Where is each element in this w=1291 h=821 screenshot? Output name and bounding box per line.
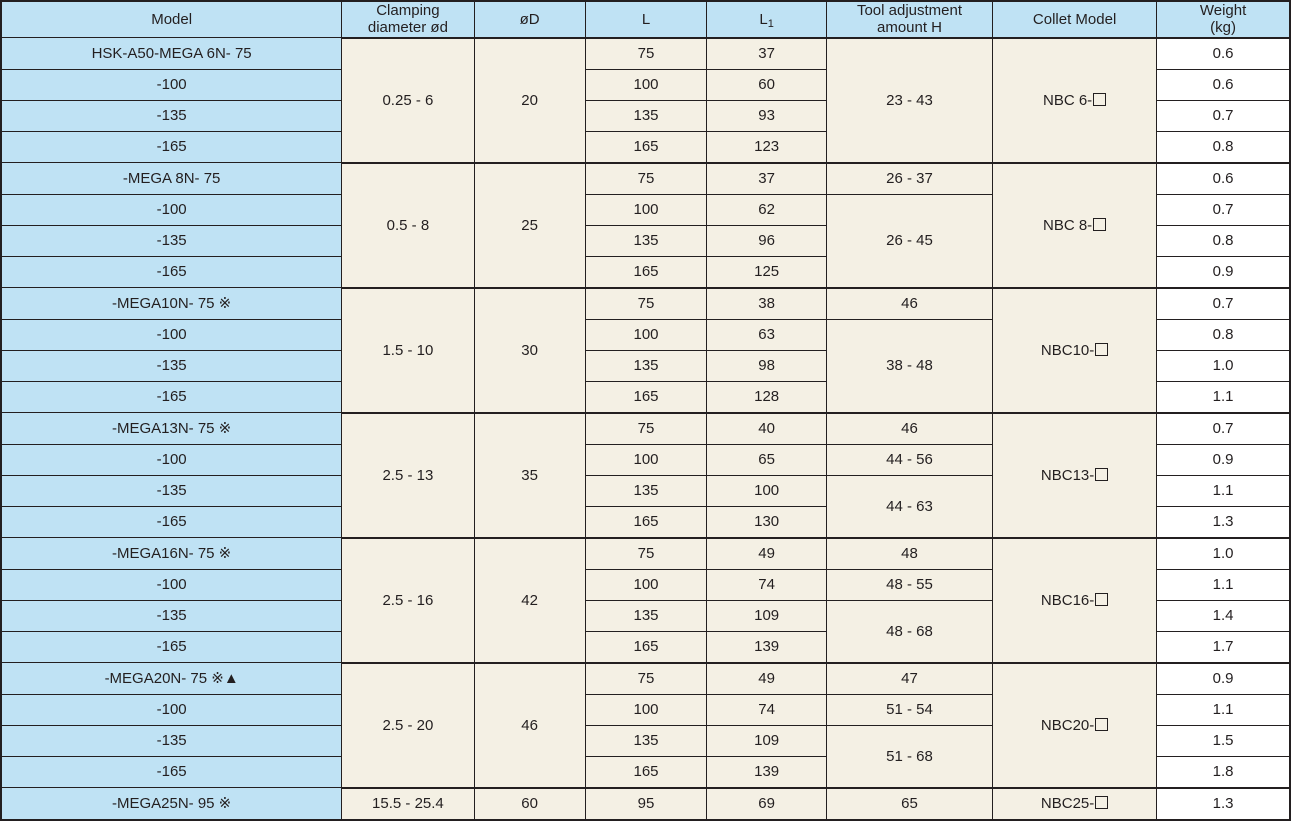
cell-weight: 0.9 — [1157, 444, 1290, 475]
table-row — [1, 788, 1290, 820]
square-box-icon — [1095, 718, 1108, 731]
cell-l: 135 — [585, 475, 707, 506]
cell-tool-adjustment: 48 - 55 — [826, 569, 992, 600]
cell-collet-model — [993, 163, 1157, 288]
header-tool-adjustment — [826, 1, 992, 38]
header-model: Model — [1, 1, 342, 38]
cell-weight: 0.6 — [1157, 69, 1290, 100]
cell-l1: 74 — [707, 694, 827, 725]
cell-model: -135 — [1, 600, 342, 631]
cell-clamping-diameter: 15.5 - 25.4 — [342, 788, 474, 820]
cell-tool-adjustment: 46 — [826, 288, 992, 320]
collet-model-text: NBC 8- — [1043, 216, 1093, 234]
cell-l: 165 — [585, 131, 707, 163]
collet-model-text: NBC10- — [1040, 341, 1095, 359]
cell-model: -100 — [1, 194, 342, 225]
cell-l1: 40 — [707, 413, 827, 445]
cell-weight: 1.3 — [1157, 506, 1290, 538]
cell-l1: 49 — [707, 663, 827, 695]
collet-model-text: NBC 6- — [1043, 91, 1093, 109]
square-box-icon — [1095, 796, 1108, 809]
header-weight-line1: Weight — [1199, 2, 1247, 19]
cell-weight: 0.7 — [1157, 100, 1290, 131]
cell-l: 165 — [585, 506, 707, 538]
cell-l1: 130 — [707, 506, 827, 538]
cell-od: 25 — [474, 163, 585, 288]
header-clamping-diameter — [342, 1, 474, 38]
cell-od: 35 — [474, 413, 585, 538]
cell-l1: 98 — [707, 350, 827, 381]
header-h-line2: amount H — [876, 19, 943, 37]
cell-l1: 49 — [707, 538, 827, 570]
cell-l1: 74 — [707, 569, 827, 600]
table-body — [1, 38, 1290, 820]
cell-clamping-diameter: 2.5 - 20 — [342, 663, 474, 788]
cell-weight: 1.0 — [1157, 538, 1290, 570]
square-box-icon — [1095, 468, 1108, 481]
cell-od: 20 — [474, 38, 585, 163]
cell-weight: 1.7 — [1157, 631, 1290, 663]
header-clamping-line2: diameter ød — [367, 19, 448, 37]
cell-model: -MEGA25N- 95 ※ — [1, 788, 342, 820]
cell-model: -100 — [1, 694, 342, 725]
cell-collet-model — [993, 38, 1157, 163]
collet-model-text: NBC13- — [1040, 466, 1095, 484]
cell-od: 42 — [474, 538, 585, 663]
square-box-icon — [1095, 593, 1108, 606]
table-row — [1, 413, 1290, 445]
cell-od: 60 — [474, 788, 585, 820]
cell-tool-adjustment: 26 - 45 — [826, 194, 992, 288]
cell-l: 75 — [585, 288, 707, 320]
cell-weight: 0.7 — [1157, 194, 1290, 225]
cell-weight: 0.8 — [1157, 225, 1290, 256]
cell-model: -135 — [1, 725, 342, 756]
cell-weight: 1.8 — [1157, 756, 1290, 788]
cell-l: 165 — [585, 381, 707, 413]
cell-weight: 0.7 — [1157, 413, 1290, 445]
cell-weight: 0.9 — [1157, 663, 1290, 695]
cell-tool-adjustment: 48 — [826, 538, 992, 570]
cell-weight: 0.9 — [1157, 256, 1290, 288]
cell-l1: 37 — [707, 38, 827, 70]
cell-model: -MEGA 8N- 75 — [1, 163, 342, 195]
cell-collet-model — [993, 288, 1157, 413]
cell-model: -MEGA13N- 75 ※ — [1, 413, 342, 445]
cell-model: -135 — [1, 100, 342, 131]
cell-tool-adjustment: 44 - 63 — [826, 475, 992, 538]
cell-l: 75 — [585, 413, 707, 445]
cell-clamping-diameter: 2.5 - 16 — [342, 538, 474, 663]
cell-weight: 0.6 — [1157, 163, 1290, 195]
cell-model: HSK-A50-MEGA 6N- 75 — [1, 38, 342, 70]
header-l1-base: L — [759, 10, 768, 28]
cell-l1: 139 — [707, 756, 827, 788]
header-weight — [1157, 1, 1290, 38]
cell-model: -165 — [1, 756, 342, 788]
cell-l: 100 — [585, 69, 707, 100]
cell-l: 100 — [585, 569, 707, 600]
cell-od: 46 — [474, 663, 585, 788]
cell-l1: 60 — [707, 69, 827, 100]
cell-l: 100 — [585, 319, 707, 350]
header-weight-line2: (kg) — [1210, 19, 1236, 37]
cell-weight: 0.7 — [1157, 288, 1290, 320]
cell-tool-adjustment: 48 - 68 — [826, 600, 992, 663]
cell-l: 75 — [585, 38, 707, 70]
cell-l1: 139 — [707, 631, 827, 663]
cell-l: 165 — [585, 756, 707, 788]
cell-l1: 69 — [707, 788, 827, 820]
header-l1 — [707, 1, 827, 38]
header-clamping-line1: Clamping — [376, 2, 440, 19]
cell-l1: 38 — [707, 288, 827, 320]
cell-weight: 0.6 — [1157, 38, 1290, 70]
cell-l1: 96 — [707, 225, 827, 256]
cell-model: -MEGA10N- 75 ※ — [1, 288, 342, 320]
table-header-row — [1, 1, 1290, 38]
cell-model: -165 — [1, 131, 342, 163]
cell-weight: 0.8 — [1157, 131, 1290, 163]
cell-l: 75 — [585, 163, 707, 195]
cell-model: -165 — [1, 381, 342, 413]
cell-tool-adjustment: 51 - 68 — [826, 725, 992, 788]
cell-tool-adjustment: 65 — [826, 788, 992, 820]
cell-model: -165 — [1, 506, 342, 538]
collet-model-text: NBC25- — [1040, 795, 1095, 812]
cell-tool-adjustment: 46 — [826, 413, 992, 445]
cell-tool-adjustment: 44 - 56 — [826, 444, 992, 475]
cell-l1: 65 — [707, 444, 827, 475]
cell-weight: 1.3 — [1157, 788, 1290, 820]
cell-l1: 63 — [707, 319, 827, 350]
cell-l1: 123 — [707, 131, 827, 163]
cell-l1: 93 — [707, 100, 827, 131]
cell-l: 135 — [585, 600, 707, 631]
cell-collet-model — [993, 413, 1157, 538]
header-l: L — [585, 1, 707, 38]
cell-weight: 1.1 — [1157, 475, 1290, 506]
cell-l1: 128 — [707, 381, 827, 413]
cell-model: -100 — [1, 319, 342, 350]
cell-model: -135 — [1, 475, 342, 506]
cell-collet-model — [993, 538, 1157, 663]
cell-weight: 1.1 — [1157, 694, 1290, 725]
cell-model: -MEGA20N- 75 ※▲ — [1, 663, 342, 695]
header-od: øD — [474, 1, 585, 38]
cell-weight: 1.1 — [1157, 381, 1290, 413]
cell-clamping-diameter: 2.5 - 13 — [342, 413, 474, 538]
table-row — [1, 38, 1290, 70]
cell-weight: 1.1 — [1157, 569, 1290, 600]
collet-model-text: NBC20- — [1040, 716, 1095, 734]
cell-tool-adjustment: 38 - 48 — [826, 319, 992, 413]
cell-l: 75 — [585, 663, 707, 695]
cell-clamping-diameter: 0.25 - 6 — [342, 38, 474, 163]
cell-l1: 100 — [707, 475, 827, 506]
cell-tool-adjustment: 51 - 54 — [826, 694, 992, 725]
cell-l: 165 — [585, 256, 707, 288]
cell-model: -100 — [1, 69, 342, 100]
cell-l: 100 — [585, 694, 707, 725]
collet-model-text: NBC16- — [1040, 591, 1095, 609]
cell-l: 135 — [585, 725, 707, 756]
cell-tool-adjustment: 26 - 37 — [826, 163, 992, 195]
cell-l1: 37 — [707, 163, 827, 195]
cell-tool-adjustment: 23 - 43 — [826, 38, 992, 163]
square-box-icon — [1095, 343, 1108, 356]
cell-l: 100 — [585, 194, 707, 225]
table-row — [1, 288, 1290, 320]
cell-clamping-diameter: 1.5 - 10 — [342, 288, 474, 413]
cell-model: -135 — [1, 350, 342, 381]
table-row — [1, 663, 1290, 695]
table-row — [1, 163, 1290, 195]
square-box-icon — [1093, 93, 1106, 106]
cell-l: 135 — [585, 350, 707, 381]
cell-weight: 1.5 — [1157, 725, 1290, 756]
cell-l1: 109 — [707, 600, 827, 631]
table-row — [1, 538, 1290, 570]
cell-weight: 1.4 — [1157, 600, 1290, 631]
cell-weight: 1.0 — [1157, 350, 1290, 381]
cell-l: 135 — [585, 225, 707, 256]
cell-l1: 62 — [707, 194, 827, 225]
cell-tool-adjustment: 47 — [826, 663, 992, 695]
cell-model: -100 — [1, 444, 342, 475]
square-box-icon — [1093, 218, 1106, 231]
cell-l: 100 — [585, 444, 707, 475]
cell-l: 165 — [585, 631, 707, 663]
header-collet-model: Collet Model — [993, 1, 1157, 38]
cell-l: 95 — [585, 788, 707, 820]
cell-weight: 0.8 — [1157, 319, 1290, 350]
cell-model: -165 — [1, 631, 342, 663]
cell-l1: 125 — [707, 256, 827, 288]
cell-model: -135 — [1, 225, 342, 256]
cell-clamping-diameter: 0.5 - 8 — [342, 163, 474, 288]
header-l1-subscript: 1 — [767, 17, 774, 30]
cell-model: -100 — [1, 569, 342, 600]
header-h-line1: Tool adjustment — [856, 2, 963, 19]
cell-collet-model — [993, 663, 1157, 788]
cell-l1: 109 — [707, 725, 827, 756]
cell-collet-model — [993, 788, 1157, 820]
cell-l: 75 — [585, 538, 707, 570]
cell-model: -MEGA16N- 75 ※ — [1, 538, 342, 570]
cell-model: -165 — [1, 256, 342, 288]
cell-l: 135 — [585, 100, 707, 131]
cell-od: 30 — [474, 288, 585, 413]
